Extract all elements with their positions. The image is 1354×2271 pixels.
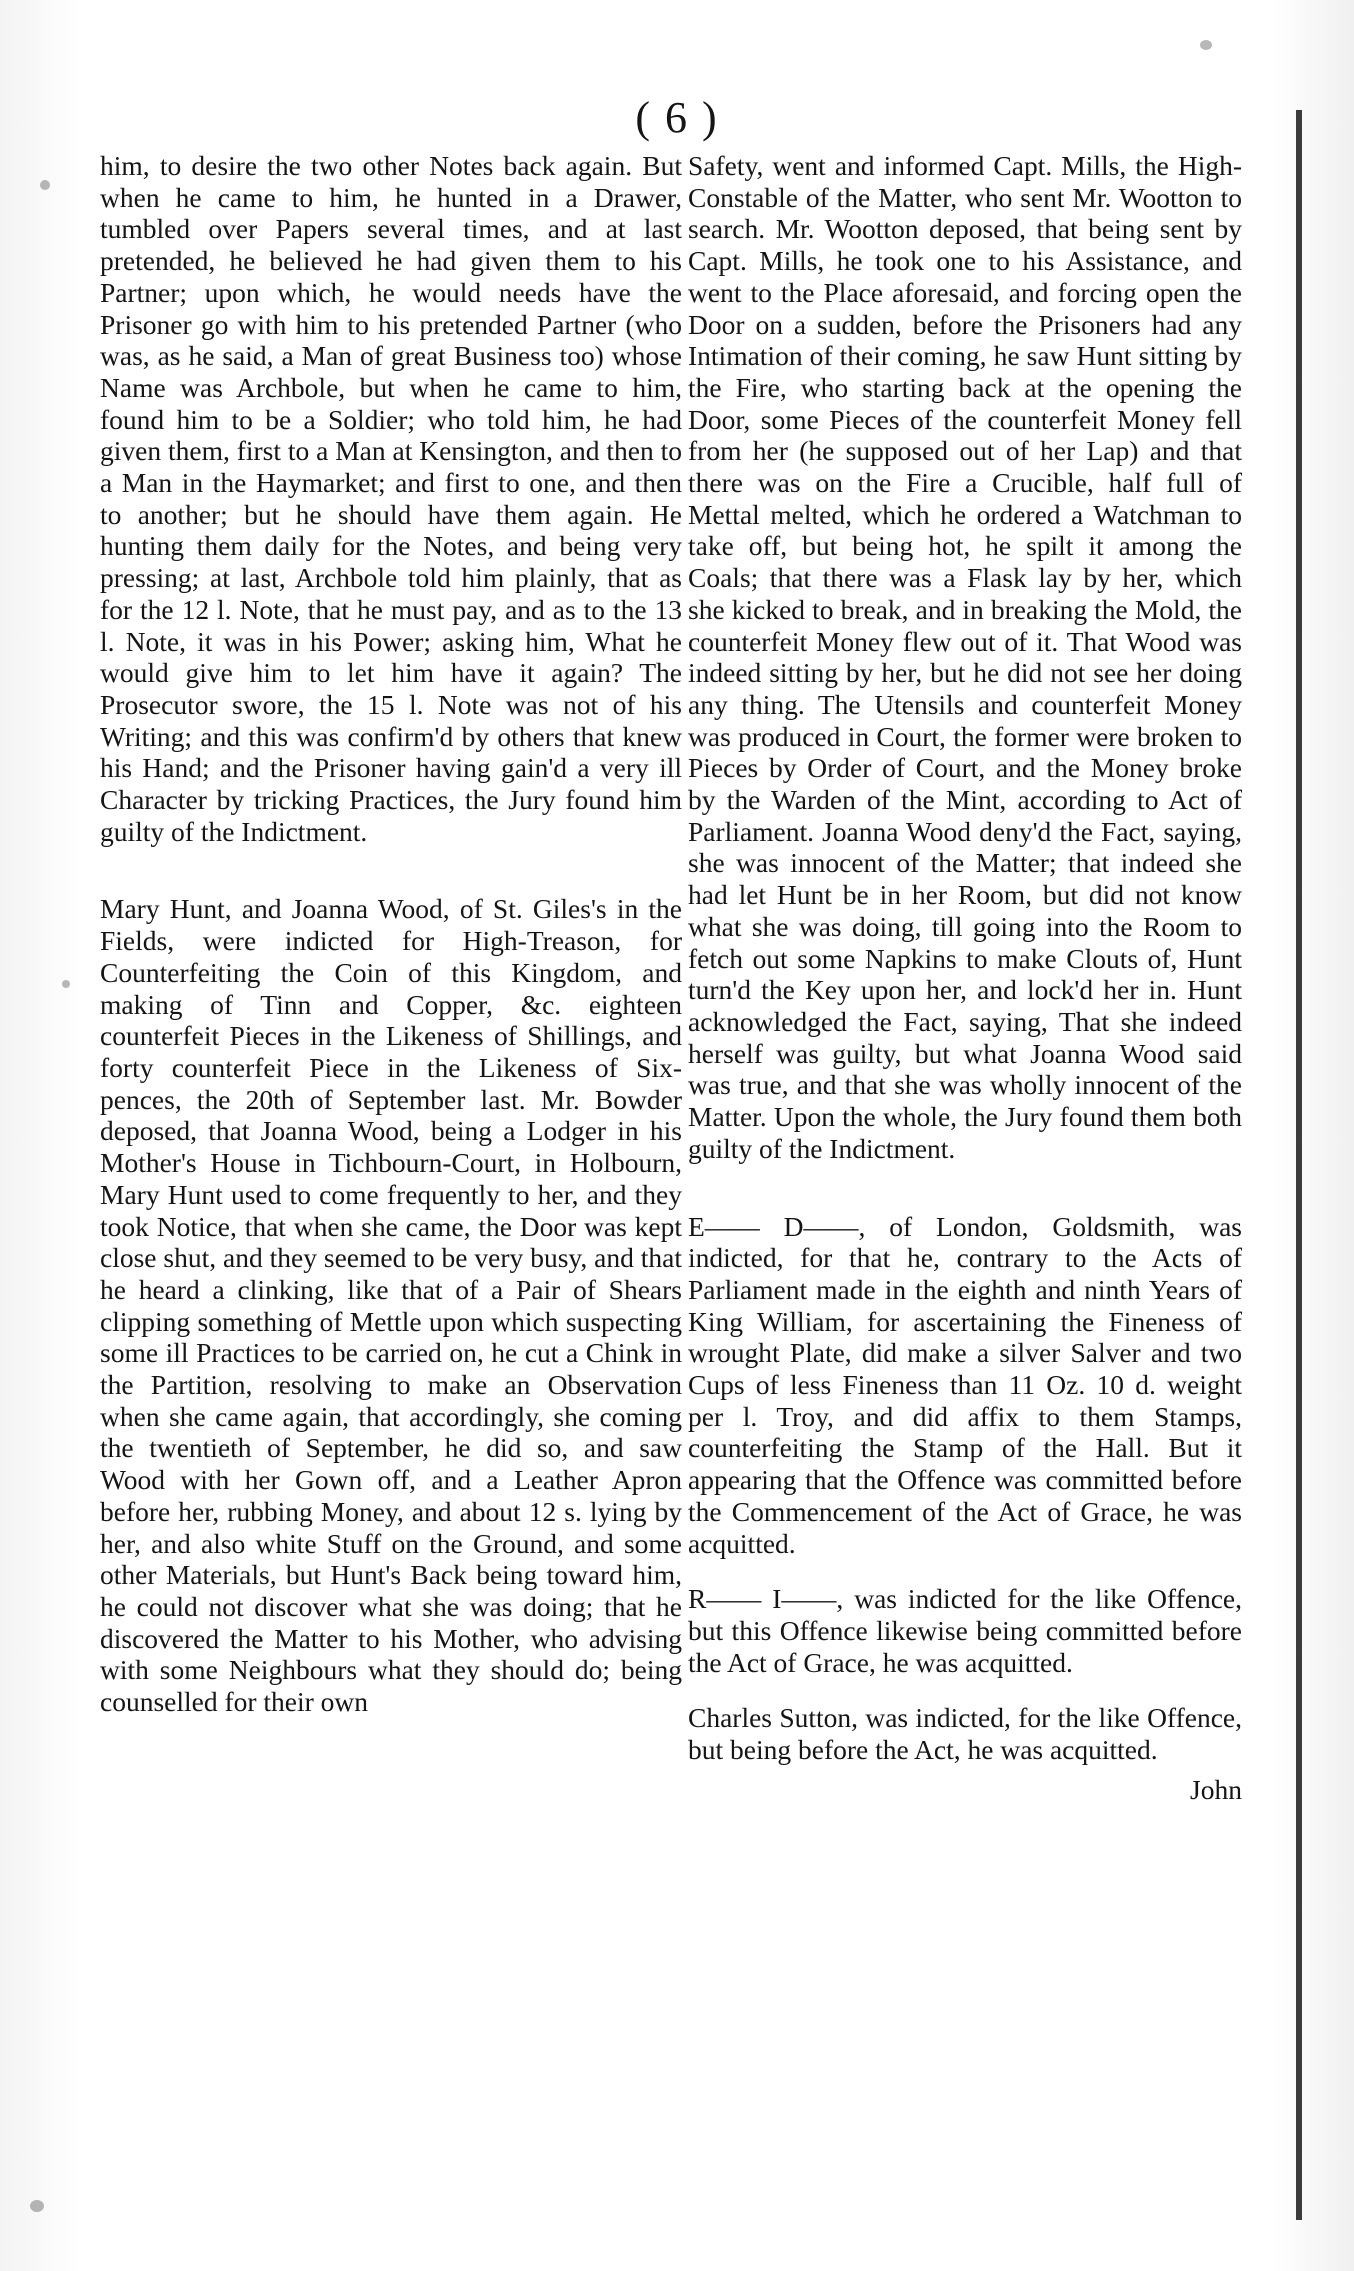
binding-edge-rule	[1296, 110, 1302, 2220]
paragraph-archbole-case: him, to desire the two other Notes back again. But when he came to him, he hunted in a Drawer, tumbled over Papers several times, and at last pretended, he believed he had given them to his Partner; upon which, he would needs have the Prisoner go with him to his pretended Partner (who was, as he said, a Man of great Business too) whose Name was Archbole, but when he came to him, found him to be a Soldier; who told him, he had given them, first to a Man at Kensington, and then to a Man in the Haymarket; and first to one, and then to another; but he should have them again. He hunting them daily for the Notes, and being very pressing; at last, Archbole told him plainly, that as for the 12 l. Note, that he must pay, and as to the 13 l. Note, it was in his Power; asking him, What he would give him to let him have it again? The Prosecutor swore, the 15 l. Note was not of his Writing; and this was confirm'd by others that knew his Hand; and the Prisoner having gain'd a very ill Character by tricking Practices, the Jury found him guilty of the Indictment.	[100, 150, 682, 847]
paragraph-goldsmith-case: E—— D——, of London, Goldsmith, was indicted, for that he, contrary to the Acts of Parliament made in the eighth and ninth Years of King William, for ascertaining the Fineness of wrought Plate, did make a silver Salver and two Cups of less Fineness than 11 Oz. 10 d. weight per l. Troy, and did affix to them Stamps, counterfeiting the Stamp of the Hall. But it appearing that the Offence was committed before the Commencement of the Act of Grace, he was acquitted.	[688, 1210, 1242, 1559]
catchword: John	[1190, 1773, 1242, 1805]
paragraph-like-offence-case: R—— I——, was indicted for the like Offence, but this Offence likewise being committed before the Act of Grace, he was acquitted.	[688, 1583, 1242, 1678]
left-column	[100, 150, 682, 1718]
paragraph-hunt-wood-case: Mary Hunt, and Joanna Wood, of St. Giles's in the Fields, were indicted for High-Treason, for Counterfeiting the Coin of this Kingdom, and making of Tinn and Copper, &c. eighteen counterfeit Pieces in the Likeness of Shillings, and forty counterfeit Piece in the Likeness of Six-pences, the 20th of September last. Mr. Bowder deposed, that Joanna Wood, being a Lodger in his Mother's House in Tichbourn-Court, in Holbourn, Mary Hunt used to come frequently to her, and they took Notice, that when she came, the Door was kept close shut, and they seemed to be very busy, and that he heard a clinking, like that of a Pair of Shears clipping something of Mettle upon which suspecting some ill Practices to be carried on, he cut a Chink in the Partition, resolving to make an Observation when she came again, that accordingly, she coming the twentieth of September, he did so, and saw Wood with her Gown off, and a Leather Apron before her, rubbing Money, and about 12 s. lying by her, and also white Stuff on the Ground, and some other Materials, but Hunt's Back being toward him, he could not discover what she was doing; that he discovered the Matter to his Mother, who advising with some Neighbours what they should do; being counselled for their own	[100, 893, 682, 1718]
ink-speck	[40, 180, 50, 190]
ink-speck	[1200, 40, 1212, 50]
paragraph-hunt-wood-continued: Safety, went and informed Capt. Mills, the High-Constable of the Matter, who sent Mr. Wootton to search. Mr. Wootton deposed, that being sent by Capt. Mills, he took one to his Assistance, and went to the Place aforesaid, and forcing open the Door on a sudden, before the Prisoners had any Intimation of their coming, he saw Hunt sitting by the Fire, who starting back at the opening the Door, some Pieces of the counterfeit Money fell from her (he supposed out of her Lap) and that there was on the Fire a Crucible, half full of Mettal melted, which he ordered a Watchman to take off, but being hot, he spilt it among the Coals; that there was a Flask lay by her, which she kicked to break, and in breaking the Mold, the counterfeit Money flew out of it. That Wood was indeed sitting by her, but he did not see her doing any thing. The Utensils and counterfeit Money was produced in Court, the former were broken to Pieces by Order of Court, and the Money broke by the Warden of the Mint, according to Act of Parliament. Joanna Wood deny'd the Fact, saying, she was innocent of the Matter; that indeed she had let Hunt be in her Room, but did not know what she was doing, till going into the Room to fetch out some Napkins to make Clouts of, Hunt turn'd the Key upon her, and lock'd her in. Hunt acknowledged the Fact, saying, That she indeed herself was guilty, but what Joanna Wood said was true, and that she was wholly innocent of the Matter. Upon the whole, the Jury found them both guilty of the Indictment.	[688, 150, 1242, 1164]
right-column	[688, 150, 1242, 1805]
ink-speck	[62, 980, 70, 988]
page-number: ( 6 )	[635, 93, 719, 142]
paragraph-sutton-case: Charles Sutton, was indicted, for the like Offence, but being before the Act, he was acquitted.	[688, 1702, 1242, 1766]
ink-speck	[30, 2200, 44, 2212]
